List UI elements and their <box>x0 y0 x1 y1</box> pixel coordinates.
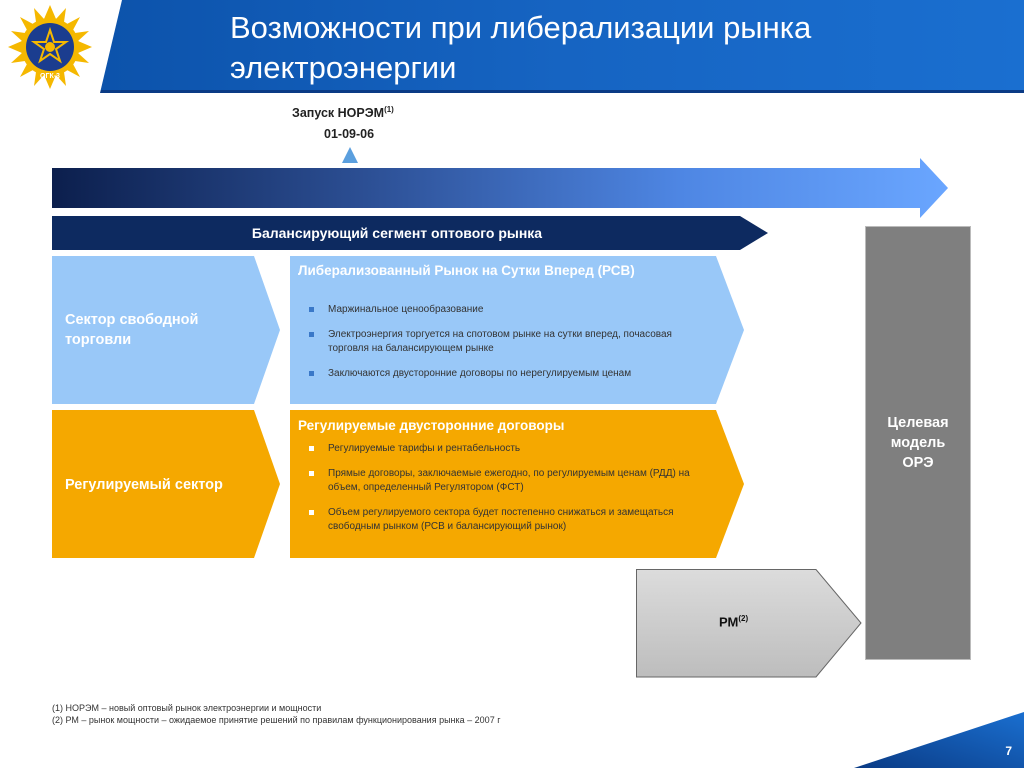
launch-label <box>292 105 394 120</box>
capacity-market-block <box>636 569 864 679</box>
footnote-1: (1) НОРЭМ – новый оптовый рынок электроэнергии и мощности <box>52 703 322 713</box>
page-title-line1: Возможности при либерализации рынка <box>230 10 812 45</box>
ogk3-logo-icon <box>4 2 96 92</box>
bullet-square-icon <box>309 446 314 451</box>
target-model-line2: модель <box>890 435 946 451</box>
bullet-square-icon <box>309 510 314 515</box>
bullet-square-icon <box>309 307 314 312</box>
list-item <box>298 467 708 496</box>
target-model-line3: ОРЭ <box>902 455 934 471</box>
bullet-square-icon <box>309 332 314 337</box>
bullet-square-icon <box>309 371 314 376</box>
capacity-market-footnote-ref: (2) <box>738 614 749 623</box>
page-title <box>230 8 990 88</box>
corner-decoration <box>854 712 1024 768</box>
list-item <box>298 367 708 382</box>
target-model-line1: Целевая <box>887 415 949 431</box>
free-trade-sector-label <box>65 310 265 350</box>
launch-label-text: Запуск НОРЭМ <box>292 106 385 121</box>
launch-date: 01-09-06 <box>324 127 375 141</box>
balancing-segment-label: Балансирующий сегмент оптового рынка <box>251 225 543 241</box>
regulated-bullet-text: Объем регулируемого сектора будет постепенно снижаться и замещаться свободным рынком (РСВ и балансирующий рынок) <box>328 506 674 532</box>
capacity-market-label <box>719 614 748 629</box>
footnotes <box>52 703 500 726</box>
regulated-bullet-text: Регулируемые тарифы и рентабельность <box>328 443 521 454</box>
list-item <box>298 442 708 457</box>
timeline-arrow <box>52 158 950 220</box>
launch-footnote-ref: (1) <box>384 105 394 114</box>
rsv-bullet-text: Маржинальное ценообразование <box>328 304 484 315</box>
list-item <box>298 303 708 318</box>
logo-area <box>0 0 100 93</box>
capacity-market-text: РМ <box>719 614 739 630</box>
header-diagonal-cut <box>100 0 140 93</box>
page-title-line2: электроэнергии <box>230 50 457 85</box>
page-number: 7 <box>1005 744 1012 758</box>
slide-header <box>0 0 1024 93</box>
regulated-contracts-title: Регулируемые двусторонние договоры <box>298 418 565 433</box>
free-trade-sector-line1: Сектор свободной <box>65 312 199 328</box>
free-trade-sector-line2: торговли <box>65 332 132 348</box>
rsv-bullet-text: Электроэнергия торгуется на спотовом рынке на сутки вперед, почасовая торговля на балансирующем рынке <box>328 328 672 354</box>
bullet-square-icon <box>309 471 314 476</box>
list-item <box>298 506 708 535</box>
regulated-sector-label: Регулируемый сектор <box>65 477 223 493</box>
footnote-2: (2) РМ – рынок мощности – ожидаемое принятие решений по правилам функционирования рынка – 2007 г <box>52 714 501 725</box>
regulated-bullet-text: Прямые договоры, заключаемые ежегодно, по регулируемым ценам (РДД) на объем, определенный Регулятором (ФСТ) <box>328 467 690 493</box>
rsv-title: Либерализованный Рынок на Сутки Вперед (РСВ) <box>298 263 635 278</box>
rsv-bullet-list <box>298 303 708 391</box>
regulated-bullet-list <box>298 442 708 545</box>
target-model-label <box>865 413 971 473</box>
logo-text: ОГК-3 <box>40 73 60 80</box>
rsv-bullet-text: Заключаются двусторонние договоры по нерегулируемым ценам <box>328 367 632 379</box>
list-item <box>298 328 708 357</box>
